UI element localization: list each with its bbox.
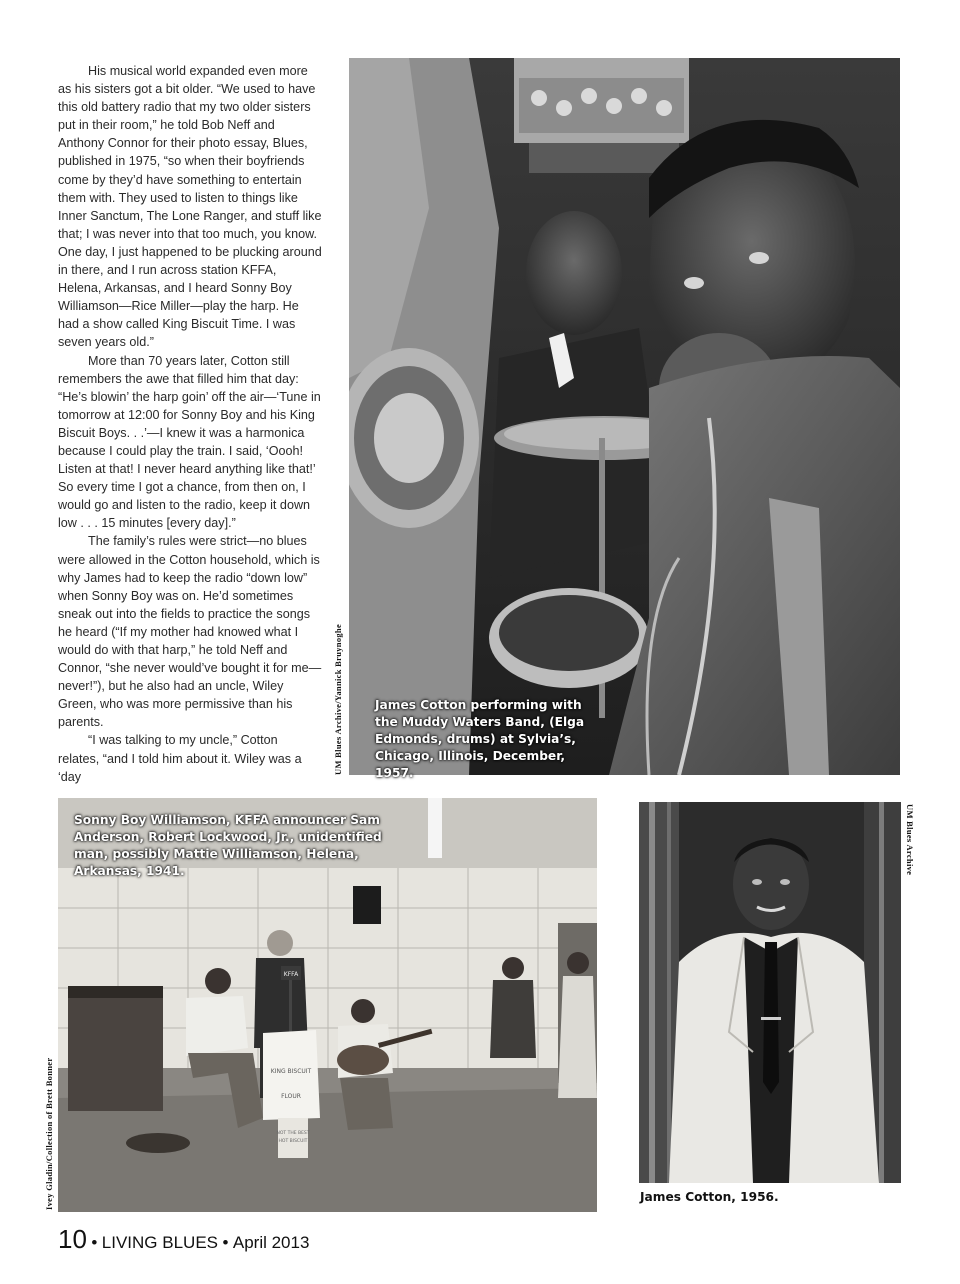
photo-james-cotton-portrait — [639, 802, 901, 1183]
caption-studio: Sonny Boy Williamson, KFFA announcer Sam Anderson, Robert Lockwood, Jr., unidentified man, possibly Mattie Williamson, Helena, Arkansas, 1941. — [74, 813, 382, 878]
credit-portrait: UM Blues Archive — [905, 804, 915, 876]
sack-sign-2: HOT BISCUIT — [278, 1139, 308, 1144]
article-paragraph: The family’s rules were strict—no blues were allowed in the Cotton household, which is why James had to keep the radio “down low” when Sonny Boy was on. He’d sometimes sneak out into the fields to practice the songs he heard (“If my mother had knowed what I would do with that harp,” he told Neff and Connor, “she never would’ve bought it for me—never!”), but he also had an uncle, Wiley Green, who was more permissive than his parents. — [58, 534, 322, 730]
photo-performing-image — [349, 58, 900, 775]
caption-main: James Cotton performing with the Muddy Waters Band, (Elga Edmonds, drums) at Sylvia’s, Chicago, Illinois, December, 1957. — [375, 698, 585, 780]
sack-sign-1: NOT THE BEST — [276, 1131, 310, 1136]
article-paragraph: His musical world expanded even more as his sisters got a bit older. “We used to have this old battery radio that my two older sisters put in their room,” he told Bob Neff and Anthony Connor for their photo essay, Blues, published in 1975, “so when their boyfriends come by they’d have something to entertain them with. They used to listen to things like Inner Sanctum, The Lone Ranger, and stuff like that; I was never into that too much, you know. One day, I just happened to be plucking around in there, and I run across station KFFA, Helena, Arkansas, and I heard Sonny Boy Williamson—Rice Miller—play the harp. He had a show called King Biscuit Time. I was seven years old.” — [58, 64, 322, 350]
article-paragraph: More than 70 years later, Cotton still remembers the awe that filled him that day: “He’s blowin’ the harp goin’ off the air—‘Tune in tomorrow at 12:00 for Sonny Boy and his King Biscuit Boys. . .’—I knew it was a harmonica because I could play the train. I said, ‘Oooh! Listen at that! I never heard anything like that!’ So every time I got a chance, from then on, I would go and listen to the radio, keep it down low . . . 15 minutes [every day].” — [58, 353, 321, 531]
sack-line-2: FLOUR — [281, 1093, 301, 1100]
article-column — [58, 62, 322, 786]
footer-bullet: • — [222, 1233, 229, 1252]
photo-portrait-image — [639, 802, 901, 1183]
article-paragraph: “I was talking to my uncle,” Cotton relates, “and I told him about it. Wiley was a ‘day — [58, 733, 302, 784]
page-number: 10 — [58, 1224, 87, 1254]
credit-main: UM Blues Archive/Yannick Bruynoghe — [333, 623, 343, 775]
page-footer — [58, 1224, 309, 1255]
photo-james-cotton-performing — [349, 58, 900, 775]
magazine-name: LIVING BLUES — [101, 1233, 218, 1252]
sack-line-1: KING BISCUIT — [270, 1068, 312, 1075]
mic-label: KFFA — [283, 971, 299, 978]
issue-date: April 2013 — [232, 1233, 310, 1252]
credit-studio: Ivey Gladin/Collection of Brett Bonner — [44, 1057, 54, 1210]
footer-bullet: • — [91, 1233, 98, 1252]
caption-portrait: James Cotton, 1956. — [640, 1190, 779, 1204]
